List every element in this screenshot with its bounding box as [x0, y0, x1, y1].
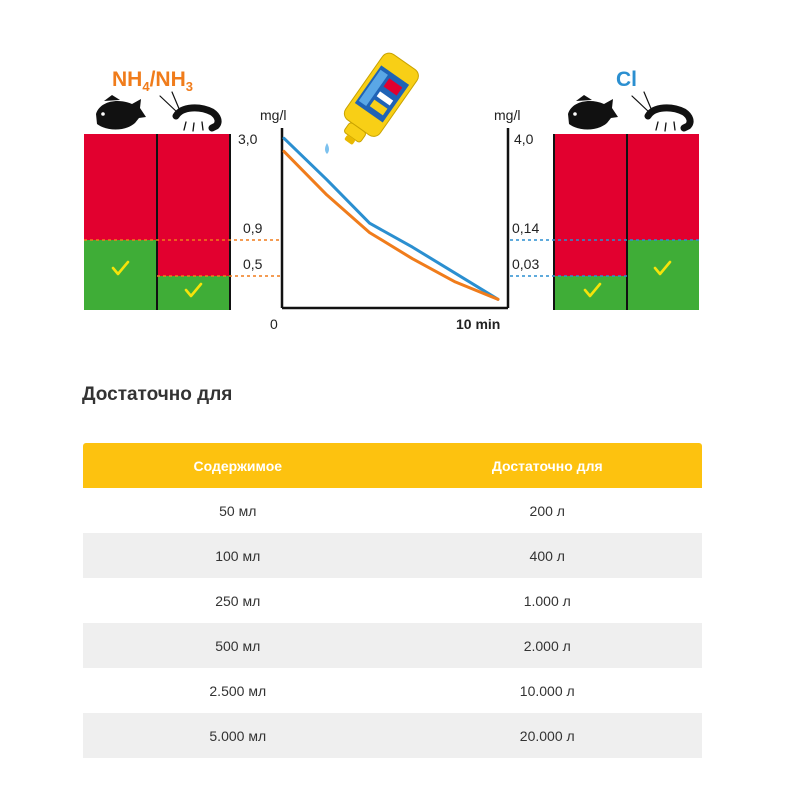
capacity-cell: 2.000 л — [393, 623, 703, 668]
left-threshold-label: 0,5 — [243, 256, 263, 272]
water-treatment-infographic — [0, 0, 800, 360]
right-threshold-label: 0,03 — [512, 256, 540, 272]
capacity-cell: 10.000 л — [519, 682, 575, 699]
fish-icon — [568, 95, 618, 130]
left-title: $NH_4/NH_3$ — [112, 68, 193, 94]
capacity-cell: 1.000 л — [523, 592, 571, 609]
x-start-label: 0 — [270, 316, 278, 332]
fish-icon — [96, 95, 146, 130]
table-header-row — [83, 443, 702, 488]
dosage-table — [83, 443, 702, 758]
capacity-cell: 400 л — [393, 533, 703, 578]
shrimp-icon — [632, 92, 690, 131]
shrimp-icon — [160, 92, 218, 131]
table-row — [83, 533, 702, 578]
capacity-cell: 200 л — [529, 502, 565, 519]
series-layer — [284, 138, 498, 299]
right-title: Cl — [616, 68, 637, 91]
left-max-label: 3,0 — [238, 131, 258, 147]
column-header: Достаточно для — [393, 443, 703, 488]
capacity-cell: 20.000 л — [393, 713, 703, 758]
table-row — [83, 668, 702, 713]
section-title: Достаточно для — [82, 384, 233, 405]
volume-cell: 5.000 мл — [83, 713, 393, 758]
table-row — [83, 578, 702, 623]
right-max-label: 4,0 — [514, 131, 534, 147]
volume-cell: 100 мл — [83, 533, 393, 578]
right-unit-label: mg/l — [494, 107, 521, 123]
left-threshold-label: 0,9 — [243, 220, 263, 236]
volume-cell: 250 мл — [215, 592, 261, 609]
volume-cell: 2.500 мл — [209, 682, 267, 699]
volume-cell: 50 мл — [219, 502, 257, 519]
series-line-nh4-nh3 — [284, 151, 498, 299]
table-row — [83, 623, 702, 668]
right-threshold-label: 0,14 — [512, 220, 540, 236]
column-header: Содержимое — [83, 443, 393, 488]
bottle-icon — [325, 50, 422, 154]
left-unit-label: mg/l — [260, 107, 287, 123]
table-row — [83, 488, 702, 533]
chart-frame — [282, 128, 508, 308]
volume-cell: 500 мл — [83, 623, 393, 668]
table-row — [83, 713, 702, 758]
x-end-label: 10 min — [456, 316, 501, 332]
series-line-cl — [284, 138, 498, 299]
